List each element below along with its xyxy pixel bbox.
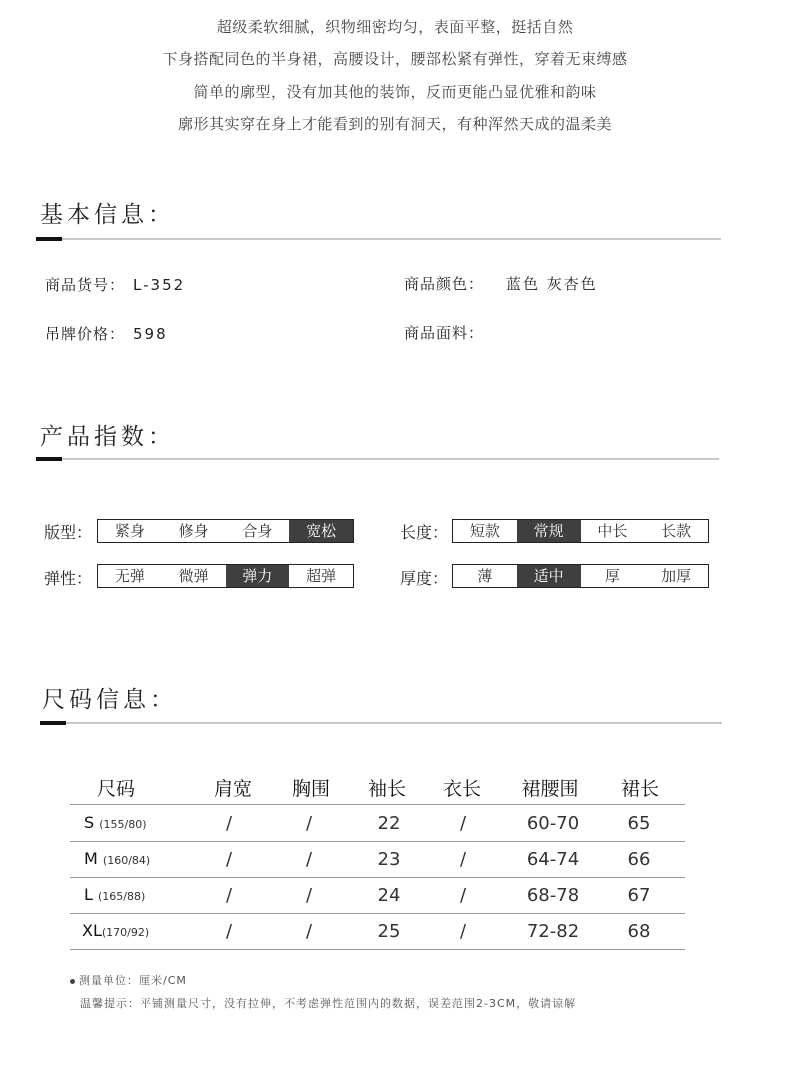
basic-info-divider bbox=[36, 238, 721, 240]
size-code: L bbox=[84, 885, 93, 904]
sleeve-cell: 23 bbox=[377, 849, 401, 870]
length-cell: / bbox=[459, 813, 467, 834]
thickness-option: 厚 bbox=[604, 567, 620, 585]
fit-option: 宽松 bbox=[289, 520, 353, 542]
skirt-length-col-header: 裙长 bbox=[620, 778, 659, 800]
size-cell bbox=[84, 849, 150, 868]
sleeve-cell: 22 bbox=[377, 813, 401, 834]
size-cell bbox=[84, 813, 147, 832]
size-info-title: 尺码信息： bbox=[42, 687, 177, 713]
thickness-option: 薄 bbox=[477, 567, 493, 585]
intro-line-3: 简单的廓型，没有加其他的装饰，反而更能凸显优雅和韵味 bbox=[193, 83, 597, 101]
shoulder-cell: / bbox=[225, 885, 233, 906]
shoulder-cell: / bbox=[225, 921, 233, 942]
skirt-waist-cell: 60-70 bbox=[526, 813, 580, 834]
skirt-length-cell: 65 bbox=[627, 813, 651, 834]
length-cell: / bbox=[459, 849, 467, 870]
table-row bbox=[70, 804, 685, 842]
elasticity-option: 微弹 bbox=[178, 567, 209, 585]
size-code: M bbox=[84, 849, 98, 868]
size-cell bbox=[84, 885, 145, 904]
intro-line-1: 超级柔软细腻，织物细密均匀，表面平整，挺括自然 bbox=[216, 18, 574, 36]
tag-price-value: 598 bbox=[133, 325, 168, 343]
length-option: 中长 bbox=[597, 522, 628, 540]
shoulder-cell: / bbox=[225, 849, 233, 870]
item-fabric bbox=[404, 322, 484, 343]
skirt-waist-cell: 68-78 bbox=[526, 885, 580, 906]
fit-option: 修身 bbox=[178, 522, 209, 540]
skirt-waist-cell: 64-74 bbox=[526, 849, 580, 870]
item-number bbox=[45, 274, 185, 295]
unit-note-text: 测量单位：厘米/CM bbox=[79, 974, 187, 987]
basic-info-title: 基本信息： bbox=[40, 202, 175, 228]
chest-cell: / bbox=[305, 921, 313, 942]
table-row bbox=[70, 841, 685, 878]
intro-line-2: 下身搭配同色的半身裙，高腰设计，腰部松紧有弹性，穿着无束缚感 bbox=[162, 50, 628, 68]
sleeve-col-header: 袖长 bbox=[367, 778, 406, 800]
size-code: S bbox=[84, 813, 95, 832]
table-row bbox=[70, 877, 685, 914]
shoulder-cell: / bbox=[225, 813, 233, 834]
unit-note bbox=[70, 972, 187, 988]
item-colors-label: 商品颜色： bbox=[404, 275, 485, 293]
basic-info-accent bbox=[36, 237, 62, 241]
length-option: 短款 bbox=[469, 522, 500, 540]
item-fabric-label: 商品面料： bbox=[404, 324, 485, 342]
bullet-icon bbox=[70, 979, 75, 984]
fit-option: 合身 bbox=[242, 522, 273, 540]
length-col-header: 衣长 bbox=[442, 778, 481, 800]
elasticity-option: 超弹 bbox=[306, 567, 337, 585]
table-row bbox=[70, 913, 685, 950]
skirt-length-cell: 66 bbox=[627, 849, 651, 870]
length-option: 长款 bbox=[661, 522, 692, 540]
chest-cell: / bbox=[305, 849, 313, 870]
item-number-value: L-352 bbox=[133, 276, 186, 294]
fit-label: 版型： bbox=[44, 523, 93, 542]
elasticity-scale bbox=[97, 564, 354, 588]
intro-line-4: 廓形其实穿在身上才能看到的别有洞天，有种浑然天成的温柔美 bbox=[177, 115, 612, 133]
length-option: 常规 bbox=[517, 520, 581, 542]
skirt-waist-col-header: 裙腰围 bbox=[521, 778, 579, 800]
item-colors-value: 蓝色 灰杏色 bbox=[506, 275, 598, 293]
size-code: XL bbox=[82, 921, 102, 940]
length-scale bbox=[452, 519, 709, 543]
thickness-label: 厚度： bbox=[400, 569, 449, 588]
size-info-accent bbox=[40, 721, 66, 725]
thickness-option: 加厚 bbox=[661, 567, 692, 585]
fit-option: 紧身 bbox=[114, 522, 145, 540]
size-spec: (170/92) bbox=[101, 926, 150, 939]
elasticity-option: 无弹 bbox=[114, 567, 145, 585]
skirt-length-cell: 67 bbox=[627, 885, 651, 906]
skirt-waist-cell: 72-82 bbox=[526, 921, 580, 942]
item-number-label: 商品货号： bbox=[45, 276, 126, 294]
product-index-title: 产品指数： bbox=[40, 424, 175, 450]
thickness-option: 适中 bbox=[517, 565, 581, 587]
sleeve-cell: 25 bbox=[377, 921, 401, 942]
elasticity-label: 弹性： bbox=[44, 569, 93, 588]
skirt-length-cell: 68 bbox=[627, 921, 651, 942]
shoulder-col-header: 肩宽 bbox=[213, 778, 252, 800]
measurement-tip: 温馨提示：平铺测量尺寸，没有拉伸，不考虑弹性范围内的数据，误差范围2-3CM，敬请谅解 bbox=[80, 997, 577, 1010]
sleeve-cell: 24 bbox=[377, 885, 401, 906]
size-spec: (160/84) bbox=[102, 854, 151, 867]
tag-price bbox=[45, 323, 168, 344]
chest-col-header: 胸围 bbox=[291, 778, 330, 800]
size-cell bbox=[82, 921, 149, 940]
elasticity-option: 弹力 bbox=[226, 565, 290, 587]
tag-price-label: 吊牌价格： bbox=[45, 325, 126, 343]
item-colors bbox=[404, 273, 598, 294]
length-cell: / bbox=[459, 885, 467, 906]
product-index-divider bbox=[36, 458, 719, 460]
length-label: 长度： bbox=[400, 523, 449, 542]
length-cell: / bbox=[459, 921, 467, 942]
chest-cell: / bbox=[305, 885, 313, 906]
product-index-accent bbox=[36, 457, 62, 461]
chest-cell: / bbox=[305, 813, 313, 834]
size-info-divider bbox=[40, 722, 722, 724]
fit-scale bbox=[97, 519, 354, 543]
thickness-scale bbox=[452, 564, 709, 588]
size-spec: (165/88) bbox=[98, 890, 146, 903]
size-col-header: 尺码 bbox=[96, 778, 135, 800]
size-spec: (155/80) bbox=[99, 818, 147, 831]
